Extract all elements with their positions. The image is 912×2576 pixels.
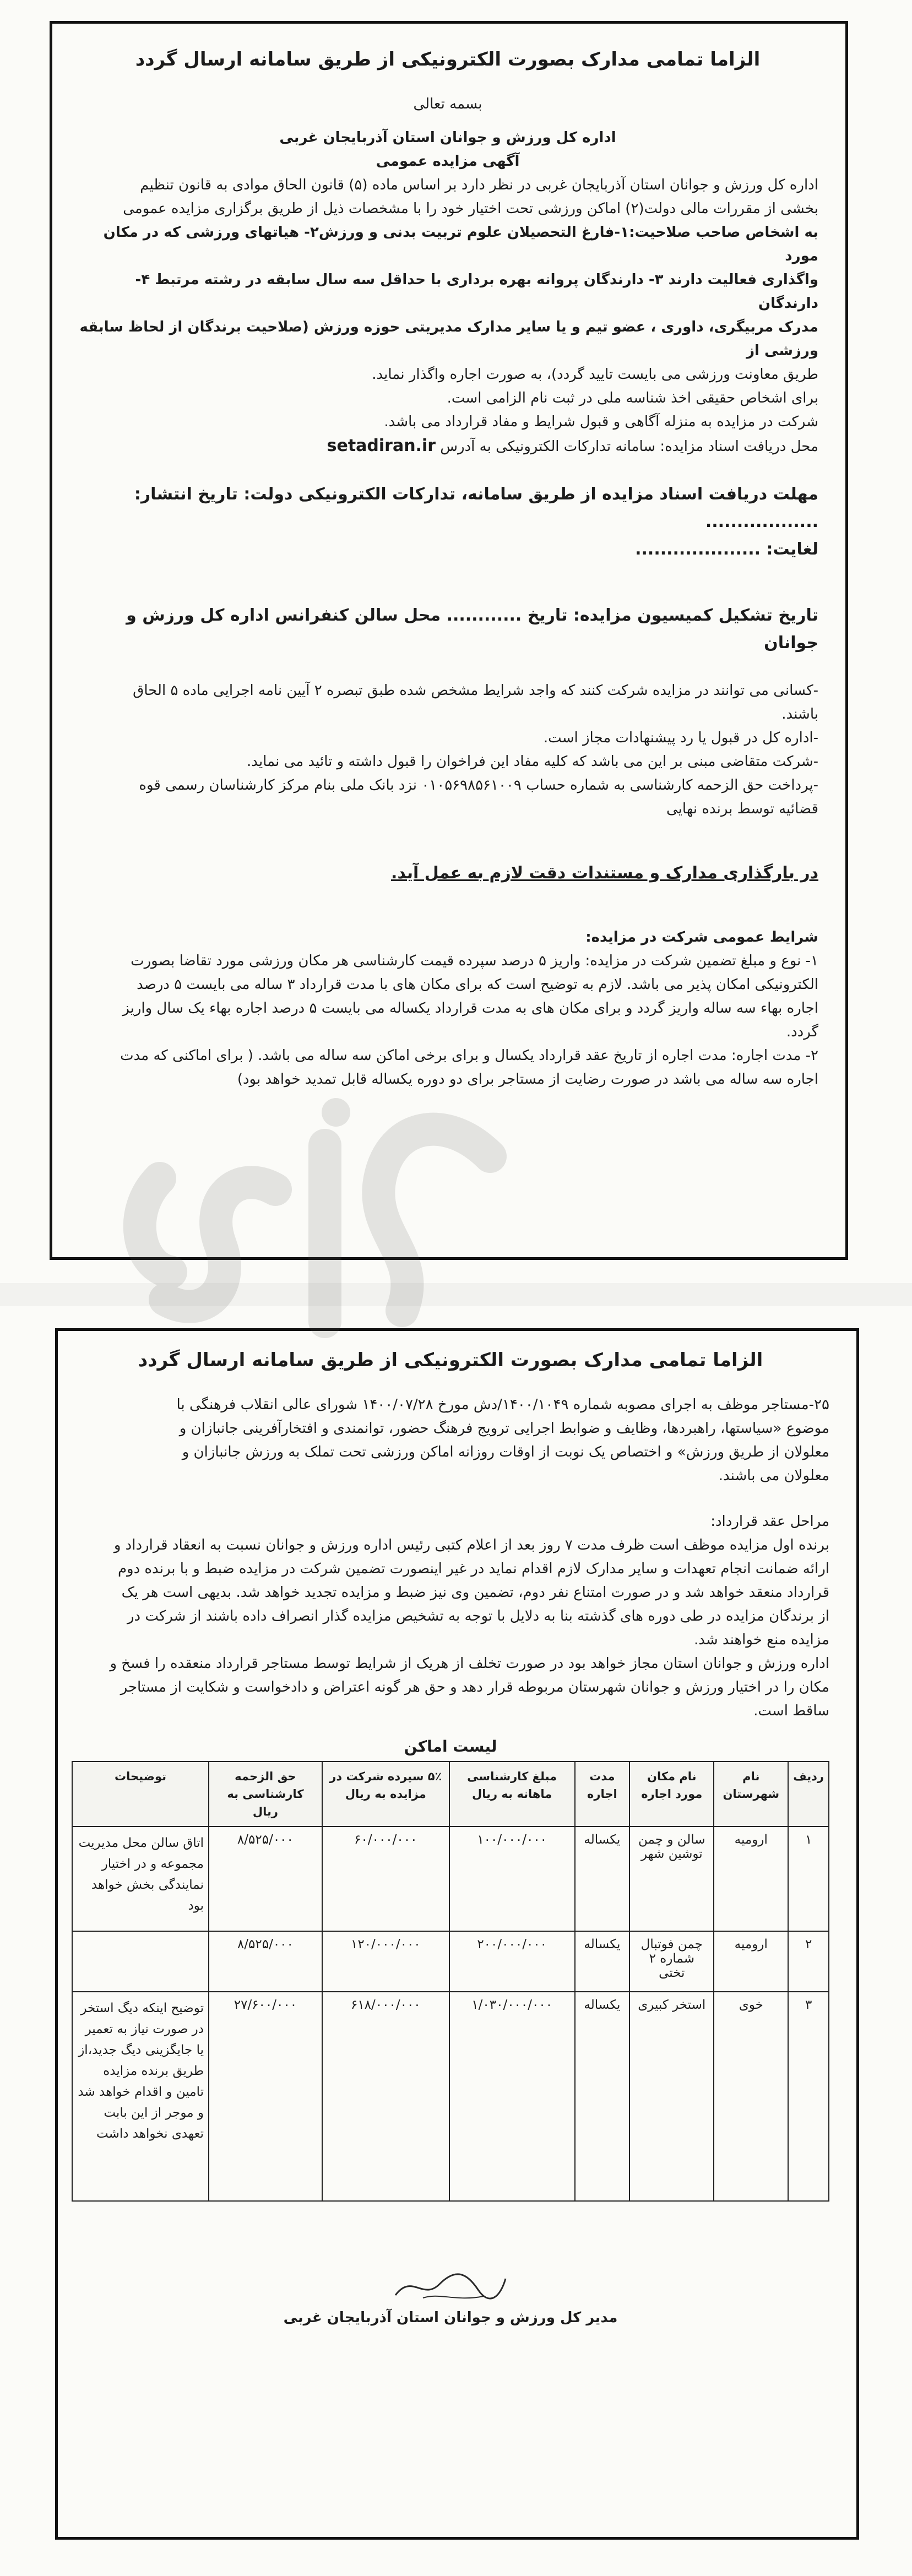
table-cell: ۸/۵۲۵/۰۰۰: [209, 1827, 322, 1931]
intro-line: بخشی از مقررات مالی دولت(۲) اماکن ورزشی تحت اختیار خود را با مشخصات ذیل از طریق برگزاری مزایده عمومی: [123, 200, 818, 217]
condition-line: اجاره سه ساله می باشد در صورت رضایت از مستاجر برای دو دوره یکساله قابل تمدید خواهد بود): [237, 1071, 818, 1088]
condition-line: ۱- نوع و مبلغ تضمین شرکت در مزایده: واریز ۵ درصد سپرده قیمت کارشناسی هر مکان ورزشی مورد تقاضا بصورت: [131, 953, 818, 969]
table-cell: چمن فوتبال شماره ۲ تختی: [629, 1931, 714, 1992]
mandatory-electronic-notice: الزاما تمامی مدارک بصورت الکترونیکی از طریق سامانه ارسال گردد: [138, 1349, 763, 1371]
table-cell: یکساله: [575, 1827, 630, 1931]
document-receipt-label: محل دریافت اسناد مزایده: سامانه تدارکات الکترونیکی به آدرس: [440, 438, 818, 455]
intro-line: برای اشخاص حقیقی اخذ شناسه ملی در ثبت نام الزامی است.: [447, 390, 818, 406]
column-header: نام مکان مورد اجاره: [629, 1762, 714, 1827]
upload-care-note: در بارگذاری مدارک و مستندات دقت لازم به عمل آید.: [391, 863, 818, 883]
clause-25: [72, 1393, 829, 1488]
condition-line: الکترونیکی امکان پذیر می باشد. لازم به توضیح است که برای مکان های با مدت قرارداد ۳ ساله می بایست ۵ درصد: [137, 976, 818, 993]
clause-line: موضوع «سیاستها، راهبردها، وظایف و ضوابط اجرایی ترویج فرهنگ حضور، توانمندی و افتخارآفرینی جانبازان و: [179, 1420, 829, 1437]
table-cell: ارومیه: [714, 1931, 788, 1992]
table-body: [72, 1827, 829, 2201]
clause-line: معلولان از طریق ورزش» و اختصاص یک نوبت از اوقات روزانه اماکن ورزشی تحت تملک به ورزش جانبازان و: [182, 1444, 829, 1460]
column-header: توضیحات: [72, 1762, 209, 1827]
setadiran-link[interactable]: setadiran.ir: [327, 436, 436, 455]
contract-line: ساقط است.: [753, 1703, 829, 1719]
column-header: مدت اجاره: [575, 1762, 630, 1827]
table-cell: ۲: [788, 1931, 829, 1992]
table-cell: ۲۰۰/۰۰۰/۰۰۰: [449, 1931, 575, 1992]
bullet-list: [77, 679, 818, 821]
column-header: ۵٪ سپرده شرکت در مزایده به ریال: [322, 1762, 449, 1827]
table-cell: توضیح اینکه دیگ استخر در صورت نیاز به تعمیر یا جایگزینی دیگ جدید،از طریق برنده مزایده تامین و اقدام خواهد شد و موجر از این بابت تعهدی نخواهد داشت: [72, 1992, 209, 2201]
table-header-row: [72, 1762, 829, 1827]
condition-line: گردد.: [786, 1024, 818, 1040]
bullet-line: -شرکت متقاضی مبنی بر این می باشد که کلیه مفاد این فراخوان را قبول داشته و تائید می نماید.: [247, 753, 818, 770]
condition-line: ۲- مدت اجاره: مدت اجاره از تاریخ عقد قرارداد یکسال و برای برخی اماکن سه ساله می باشد. ( برای اماکنی که مدت: [120, 1047, 818, 1064]
table-cell: ۱۰۰/۰۰۰/۰۰۰: [449, 1827, 575, 1931]
table-cell: یکساله: [575, 1931, 630, 1992]
table-row: [72, 1827, 829, 1931]
intro-line: شرکت در مزایده به منزله آگاهی و قبول شرایط و مفاد قرارداد می باشد.: [384, 414, 818, 430]
column-header: نام شهرستان: [714, 1762, 788, 1827]
clause-line: ۲۵-مستاجر موظف به اجرای مصوبه شماره ۱۴۰۰/۱۰۴۹/دش مورخ ۱۴۰۰/۰۷/۲۸ شورای عالی انقلاب فرهنگی با: [176, 1396, 829, 1413]
deadline-line: مهلت دریافت اسناد مزایده از طریق سامانه، تدارکات الکترونیکی دولت: تاریخ انتشار: ..................: [134, 485, 818, 531]
column-header: حق الزحمه کارشناسی به ریال: [209, 1762, 322, 1827]
table-cell: سالن و چمن توشین شهر: [629, 1827, 714, 1931]
bullet-line: باشند.: [781, 706, 818, 722]
table-row: [72, 1992, 829, 2201]
bullet-line: -پرداخت حق الزحمه کارشناسی به شماره حساب ۰۱۰۵۶۹۸۵۶۱۰۰۹ نزد بانک ملی بنام مرکز کارشناسان رسمی قوه: [139, 777, 818, 794]
contract-line: قرارداد منعقد خواهد شد و در صورت امتناع نفر دوم، تضمین وی نیز ضبط و مزایده تجدید خواهد شد. بدیهی است هر یک: [121, 1584, 829, 1601]
organization-name: اداره کل ورزش و جوانان استان آذربایجان غربی: [279, 129, 616, 146]
table-cell: اتاق سالن محل مدیریت مجموعه و در اختیار نمایندگی بخش خواهد بود: [72, 1827, 209, 1931]
general-conditions: [77, 949, 818, 1091]
table-cell: [72, 1931, 209, 1992]
intro-line: واگذاری فعالیت دارند ۳- دارندگان پروانه بهره برداری با حداقل سه سال سابقه در رشته مرتبط ۴- دارندگان: [135, 271, 818, 312]
column-header: ردیف: [788, 1762, 829, 1827]
table-cell: ۶۰/۰۰۰/۰۰۰: [322, 1827, 449, 1931]
table-row: [72, 1931, 829, 1992]
signature-title: مدیر کل ورزش و جوانان استان آذربایجان غربی: [283, 2309, 618, 2326]
table-cell: ۲۷/۶۰۰/۰۰۰: [209, 1992, 322, 2201]
contract-line: برنده اول مزایده موظف است ظرف مدت ۷ روز بعد از اعلام کتبی رئیس اداره ورزش و جوانان نسبت به انعقاد قرارداد و: [113, 1537, 829, 1553]
bullet-line: قضائیه توسط برنده نهایی: [666, 801, 818, 817]
table-cell: ۶۱۸/۰۰۰/۰۰۰: [322, 1992, 449, 2201]
places-table-title: لیست اماکن: [404, 1737, 497, 1756]
table-cell: ۱/۰۳۰/۰۰۰/۰۰۰: [449, 1992, 575, 2201]
intro-line: مدرک مربیگری، داوری ، عضو تیم و یا سایر مدارک مدیریتی حوزه ورزش (صلاحیت برندگان از لحاظ سابقه ورزشی از: [79, 319, 818, 359]
deadline-until-line: لغایت: ....................: [635, 540, 818, 559]
page-2-content: [72, 1345, 829, 2326]
contract-line: ارائه ضمانت انجام تعهدات و سایر مدارک لازم اقدام نماید در غیر اینصورت تضمین شرکت در مزایده ضبط و با برنده دوم: [117, 1561, 829, 1577]
basmala: بسمه تعالی: [413, 96, 482, 112]
document-receipt-line: [77, 434, 818, 459]
intro-paragraph: [77, 173, 818, 434]
column-header: مبلغ کارشناسی ماهانه به ریال: [449, 1762, 575, 1827]
signature-block: [72, 2268, 829, 2326]
condition-line: اجاره بهاء سه ساله واریز گردد و برای مکان های به مدت قرارداد یکساله می بایست ۵ درصد اجاره بهاء یک سال واریز: [122, 1000, 818, 1017]
contract-line: اداره ورزش و جوانان استان مجاز خواهد بود در صورت تخلف از هریک از شرایط توسط مستاجر قرارداد منعقده را فسخ و: [110, 1655, 829, 1672]
contract-stages-title: مراحل عقد قرارداد:: [710, 1513, 829, 1530]
table-cell: ارومیه: [714, 1827, 788, 1931]
commission-line: تاریخ تشکیل کمیسیون مزایده: تاریخ ............ محل سالن کنفرانس اداره کل ورزش و جوانان: [126, 606, 818, 653]
contract-line: از برندگان مزایده در طی دوره های گذشته بنا به دلایل با توجه به تشخیص مزایده گذار انصراف داده باشند از شرکت در: [127, 1608, 829, 1624]
intro-line: به اشخاص صاحب صلاحیت:۱-فارغ التحصیلان علوم تربیت بدنی و ورزش۲- هیاتهای ورزشی که در مکان مورد: [103, 224, 818, 264]
intro-line: اداره کل ورزش و جوانان استان آذربایجان غربی در نظر دارد بر اساس ماده (۵) قانون الحاق موادی به قانون تنظیم: [140, 177, 818, 193]
table-cell: استخر کبیری: [629, 1992, 714, 2201]
signature-icon: [390, 2268, 511, 2306]
notice-title: آگهی مزایده عمومی: [376, 153, 520, 170]
table-cell: ۳: [788, 1992, 829, 2201]
contract-stages: [72, 1534, 829, 1723]
mandatory-electronic-notice: الزاما تمامی مدارک بصورت الکترونیکی از طریق سامانه ارسال گردد: [135, 48, 761, 70]
table-cell: ۱: [788, 1827, 829, 1931]
table-cell: خوی: [714, 1992, 788, 2201]
page-1-content: [77, 44, 818, 1091]
bullet-line: -اداره کل در قبول یا رد پیشنهادات مجاز است.: [543, 730, 818, 746]
intro-line: طریق معاونت ورزشی می بایست تایید گردد)، به صورت اجاره واگذار نماید.: [372, 366, 818, 383]
contract-line: مزایده منع خواهند شد.: [693, 1632, 829, 1648]
document-page-2: [0, 1306, 912, 2576]
contract-line: مکان را در اختیار ورزش و جوانان شهرستان مربوطه قرار دهد و حق هر گونه اعتراض و دادخواست و شکایت از مستاجر: [120, 1679, 829, 1695]
table-cell: ۸/۵۲۵/۰۰۰: [209, 1931, 322, 1992]
general-conditions-title: شرایط عمومی شرکت در مزایده:: [585, 929, 818, 945]
document-page-1: [0, 0, 912, 1283]
table-cell: یکساله: [575, 1992, 630, 2201]
table-cell: ۱۲۰/۰۰۰/۰۰۰: [322, 1931, 449, 1992]
places-table: [72, 1761, 829, 2202]
bullet-line: -کسانی می توانند در مزایده شرکت کنند که واجد شرایط مشخص شده طبق تبصره ۲ آیین نامه اجرایی ماده ۵ الحاق: [133, 682, 818, 699]
clause-line: معلولان می باشند.: [718, 1468, 829, 1484]
